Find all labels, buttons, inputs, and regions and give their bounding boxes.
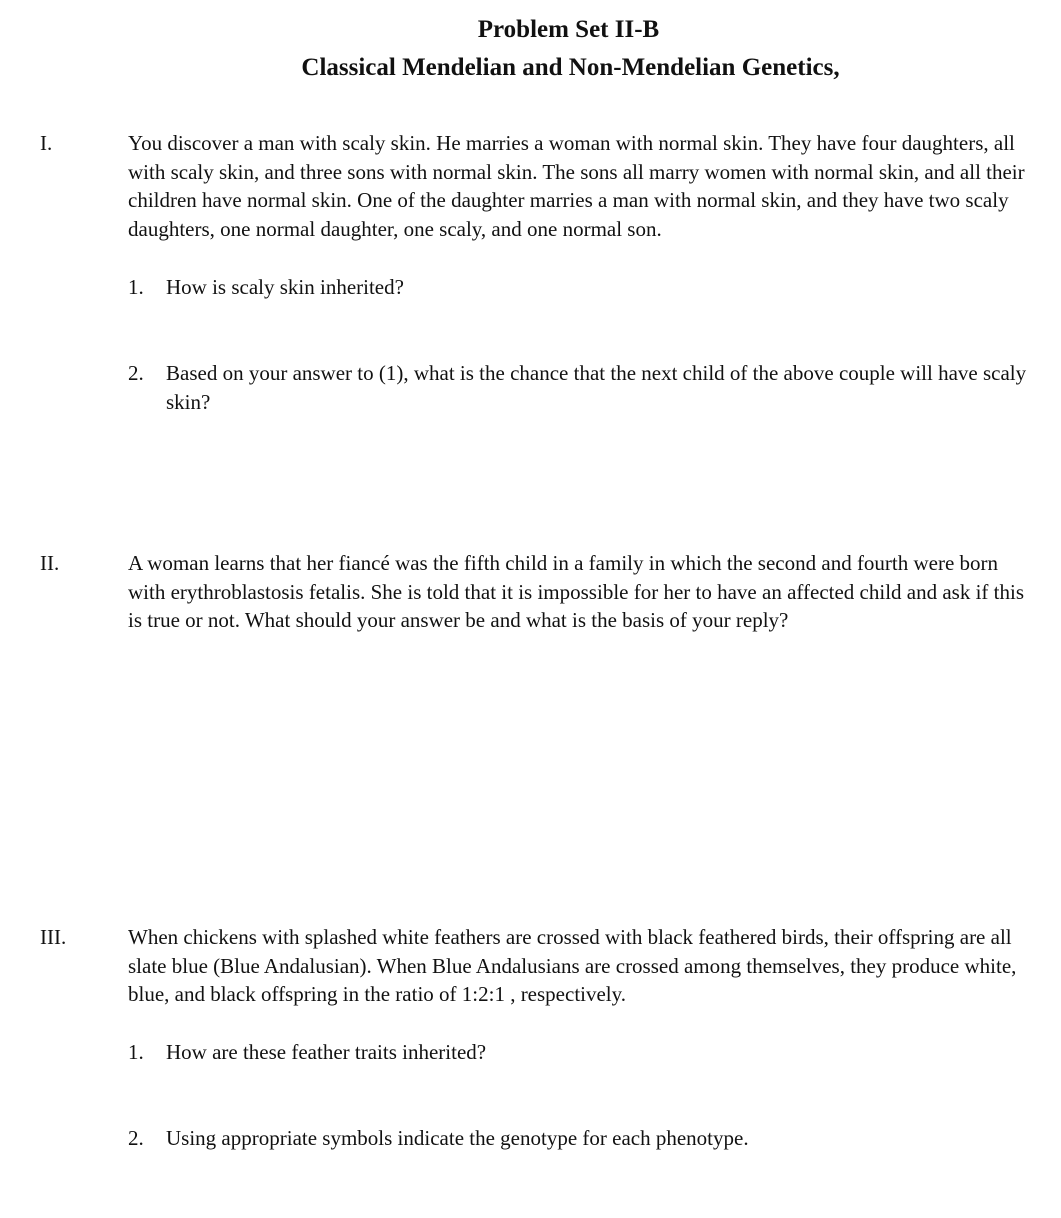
problem-body-2: A woman learns that her fiancé was the fifth child in a family in which the second and fourth were born with erythroblastosis fetalis. She is told that it is impossible for her to have an affected child and ask if this is true or not. What should your answer be and what is the basis of your reply? — [128, 551, 1025, 633]
page-title: Problem Set II-B — [477, 16, 660, 43]
question-text: How are these feather traits inherited? — [166, 1040, 487, 1064]
question-text: Based on your answer to (1), what is the chance that the next child of the above couple will have scaly skin? — [166, 361, 1027, 414]
problem-text-3 — [128, 923, 1040, 1009]
question-number: 2. — [128, 361, 144, 385]
question-number: 1. — [128, 275, 144, 299]
page-subtitle: Classical Mendelian and Non-Mendelian Genetics, — [301, 54, 840, 81]
problem-text-2 — [128, 549, 1040, 635]
problem-3-question-2 — [128, 1124, 749, 1153]
problem-body-1: You discover a man with scaly skin. He marries a woman with normal skin. They have four daughters, all with scaly skin, and three sons with normal skin. The sons all marry women with normal skin, and all their children have normal skin. One of the daughter marries a man with normal skin, and they have two scaly daughters, one normal daughter, one scaly, and one normal son. — [128, 131, 1025, 242]
problem-numeral-3: III. — [40, 925, 67, 949]
question-text: How is scaly skin inherited? — [166, 275, 404, 299]
problem-numeral-2: II. — [40, 551, 60, 575]
problem-1-question-1 — [128, 273, 404, 302]
problem-3-question-1 — [128, 1038, 486, 1067]
problem-body-3: When chickens with splashed white feathers are crossed with black feathered birds, their offspring are all slate blue (Blue Andalusian). When Blue Andalusians are crossed among themselves, they produce white, blue, and black offspring in the ratio of 1:2:1 , respectively. — [128, 925, 1017, 1007]
question-text: Using appropriate symbols indicate the genotype for each phenotype. — [166, 1126, 749, 1150]
problem-text-1 — [128, 129, 1040, 244]
question-number: 1. — [128, 1040, 144, 1064]
question-number: 2. — [128, 1126, 144, 1150]
problem-1-question-2 — [128, 359, 1040, 417]
problem-numeral-1: I. — [40, 131, 53, 155]
